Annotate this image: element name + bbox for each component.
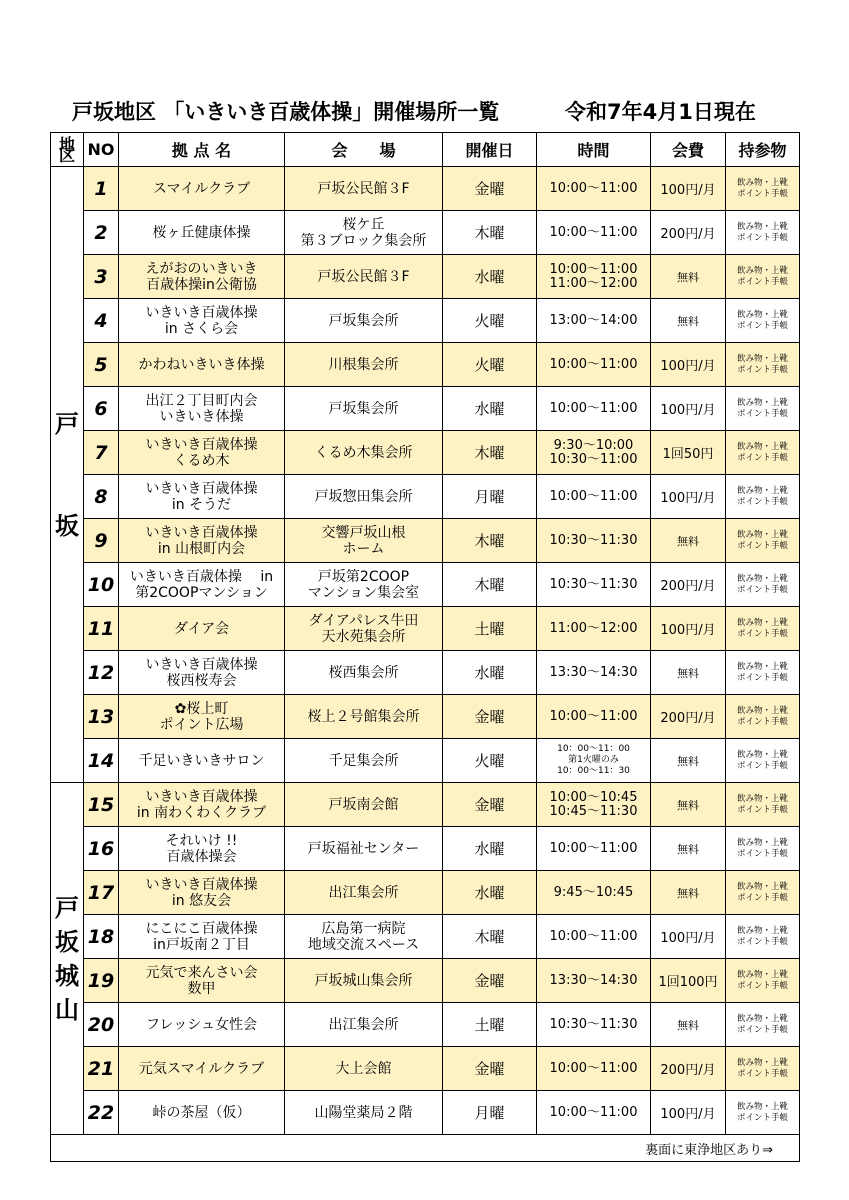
time-cell: 10:00～11:00 <box>537 211 651 255</box>
items-cell: 飲み物・上靴 ポイント手帳 <box>726 563 800 607</box>
table-row <box>51 255 800 299</box>
day-cell: 金曜 <box>443 959 537 1003</box>
name-cell: 峠の茶屋（仮） <box>119 1091 285 1135</box>
no-cell: 7 <box>84 431 119 475</box>
time-cell: 13:00～14:00 <box>537 299 651 343</box>
venue-cell: 戸坂集会所 <box>285 299 443 343</box>
day-cell: 火曜 <box>443 343 537 387</box>
name-cell: 桜ヶ丘健康体操 <box>119 211 285 255</box>
fee-cell: 無料 <box>651 299 726 343</box>
time-cell: 10:00～11:00 <box>537 343 651 387</box>
no-cell: 9 <box>84 519 119 563</box>
no-cell: 5 <box>84 343 119 387</box>
table-row <box>51 431 800 475</box>
no-cell: 1 <box>84 167 119 211</box>
time-cell: 9:45～10:45 <box>537 871 651 915</box>
venue-cell: 山陽堂薬局２階 <box>285 1091 443 1135</box>
items-cell: 飲み物・上靴 ポイント手帳 <box>726 915 800 959</box>
venue-cell: 戸坂惣田集会所 <box>285 475 443 519</box>
items-cell: 飲み物・上靴 ポイント手帳 <box>726 343 800 387</box>
day-cell: 火曜 <box>443 299 537 343</box>
footer-note: 裏面に東浄地区あり⇒ <box>51 1135 800 1162</box>
no-cell: 10 <box>84 563 119 607</box>
venue-cell: 戸坂第2COOP マンション集会室 <box>285 563 443 607</box>
time-cell: 10:30～11:30 <box>537 519 651 563</box>
items-cell: 飲み物・上靴 ポイント手帳 <box>726 431 800 475</box>
table-row <box>51 167 800 211</box>
day-cell: 月曜 <box>443 475 537 519</box>
time-cell: 10:30～11:30 <box>537 1003 651 1047</box>
day-cell: 木曜 <box>443 915 537 959</box>
name-cell: 元気で来んさい会 数甲 <box>119 959 285 1003</box>
day-cell: 土曜 <box>443 607 537 651</box>
items-cell: 飲み物・上靴 ポイント手帳 <box>726 299 800 343</box>
fee-cell: 200円/月 <box>651 563 726 607</box>
no-cell: 21 <box>84 1047 119 1091</box>
venue-cell: 桜上２号館集会所 <box>285 695 443 739</box>
col-name: 拠 点 名 <box>119 133 285 167</box>
venue-cell: 千足集会所 <box>285 739 443 783</box>
venue-cell: 広島第一病院 地域交流スペース <box>285 915 443 959</box>
col-fee: 会費 <box>651 133 726 167</box>
name-cell: それいけ !! 百歳体操会 <box>119 827 285 871</box>
items-cell: 飲み物・上靴 ポイント手帳 <box>726 1091 800 1135</box>
table-row <box>51 299 800 343</box>
name-cell: 千足いきいきサロン <box>119 739 285 783</box>
items-cell: 飲み物・上靴 ポイント手帳 <box>726 739 800 783</box>
fee-cell: 200円/月 <box>651 211 726 255</box>
day-cell: 木曜 <box>443 563 537 607</box>
time-cell: 10:00～11:00 <box>537 915 651 959</box>
table-row <box>51 871 800 915</box>
name-cell: フレッシュ女性会 <box>119 1003 285 1047</box>
no-cell: 2 <box>84 211 119 255</box>
col-venue: 会 場 <box>285 133 443 167</box>
no-cell: 3 <box>84 255 119 299</box>
time-cell: 9:30～10:00 10:30～11:00 <box>537 431 651 475</box>
fee-cell: 無料 <box>651 255 726 299</box>
table-row <box>51 959 800 1003</box>
name-cell: いきいき百歳体操 in 山根町内会 <box>119 519 285 563</box>
fee-cell: 200円/月 <box>651 695 726 739</box>
items-cell: 飲み物・上靴 ポイント手帳 <box>726 1047 800 1091</box>
venue-cell: 出江集会所 <box>285 1003 443 1047</box>
title-text: 戸坂地区 「いきいき百歳体操」開催場所一覧 <box>72 100 500 124</box>
area-hesaka: 戸 坂 <box>51 167 84 783</box>
name-cell: いきいき百歳体操 in そうだ <box>119 475 285 519</box>
table-row <box>51 783 800 827</box>
venue-cell: 大上会館 <box>285 1047 443 1091</box>
venue-cell: 戸坂福祉センター <box>285 827 443 871</box>
table-row <box>51 563 800 607</box>
col-area: 地 区 <box>51 133 84 167</box>
items-cell: 飲み物・上靴 ポイント手帳 <box>726 167 800 211</box>
schedule-table <box>50 132 800 1162</box>
items-cell: 飲み物・上靴 ポイント手帳 <box>726 519 800 563</box>
fee-cell: 無料 <box>651 871 726 915</box>
name-cell: 元気スマイルクラブ <box>119 1047 285 1091</box>
no-cell: 17 <box>84 871 119 915</box>
name-cell: えがおのいきいき 百歳体操in公衛協 <box>119 255 285 299</box>
day-cell: 木曜 <box>443 431 537 475</box>
items-cell: 飲み物・上靴 ポイント手帳 <box>726 827 800 871</box>
col-day: 開催日 <box>443 133 537 167</box>
name-cell: かわねいきいき体操 <box>119 343 285 387</box>
table-row <box>51 607 800 651</box>
name-cell: ダイア会 <box>119 607 285 651</box>
fee-cell: 100円/月 <box>651 343 726 387</box>
time-cell: 10:30～11:30 <box>537 563 651 607</box>
table-row <box>51 343 800 387</box>
table-row <box>51 827 800 871</box>
no-cell: 16 <box>84 827 119 871</box>
name-cell: いきいき百歳体操 in 南わくわくクラブ <box>119 783 285 827</box>
day-cell: 水曜 <box>443 387 537 431</box>
header-row <box>51 133 800 167</box>
table-row <box>51 915 800 959</box>
venue-cell: 交響戸坂山根 ホーム <box>285 519 443 563</box>
time-cell: 10：00～11：00 第1火曜のみ 10：00～11：30 <box>537 739 651 783</box>
as-of-date: 令和7年4月1日現在 <box>565 100 756 124</box>
no-cell: 18 <box>84 915 119 959</box>
fee-cell: 100円/月 <box>651 1091 726 1135</box>
no-cell: 8 <box>84 475 119 519</box>
col-time: 時間 <box>537 133 651 167</box>
fee-cell: 100円/月 <box>651 475 726 519</box>
fee-cell: 100円/月 <box>651 915 726 959</box>
day-cell: 木曜 <box>443 519 537 563</box>
day-cell: 火曜 <box>443 739 537 783</box>
name-cell: いきいき百歳体操 in 悠友会 <box>119 871 285 915</box>
venue-cell: 桜ケ丘 第３ブロック集会所 <box>285 211 443 255</box>
table-row <box>51 519 800 563</box>
time-cell: 10:00～11:00 11:00～12:00 <box>537 255 651 299</box>
no-cell: 11 <box>84 607 119 651</box>
venue-cell: 戸坂集会所 <box>285 387 443 431</box>
no-cell: 12 <box>84 651 119 695</box>
items-cell: 飲み物・上靴 ポイント手帳 <box>726 387 800 431</box>
day-cell: 金曜 <box>443 167 537 211</box>
table-row <box>51 1091 800 1135</box>
day-cell: 水曜 <box>443 871 537 915</box>
table-row <box>51 695 800 739</box>
table-row <box>51 387 800 431</box>
day-cell: 水曜 <box>443 651 537 695</box>
name-cell: いきいき百歳体操 くるめ木 <box>119 431 285 475</box>
no-cell: 4 <box>84 299 119 343</box>
no-cell: 13 <box>84 695 119 739</box>
time-cell: 10:00～11:00 <box>537 167 651 211</box>
time-cell: 10:00～11:00 <box>537 475 651 519</box>
col-items: 持参物 <box>726 133 800 167</box>
fee-cell: 無料 <box>651 783 726 827</box>
fee-cell: 無料 <box>651 739 726 783</box>
no-cell: 22 <box>84 1091 119 1135</box>
col-no: NO <box>84 133 119 167</box>
time-cell: 10:00～11:00 <box>537 695 651 739</box>
name-cell: スマイルクラブ <box>119 167 285 211</box>
items-cell: 飲み物・上靴 ポイント手帳 <box>726 871 800 915</box>
venue-cell: くるめ木集会所 <box>285 431 443 475</box>
name-cell: にこにこ百歳体操 in戸坂南２丁目 <box>119 915 285 959</box>
day-cell: 土曜 <box>443 1003 537 1047</box>
name-cell: いきいき百歳体操 in 第2COOPマンション <box>119 563 285 607</box>
table-row <box>51 1047 800 1091</box>
name-cell: ✿桜上町 ポイント広場 <box>119 695 285 739</box>
fee-cell: 無料 <box>651 651 726 695</box>
items-cell: 飲み物・上靴 ポイント手帳 <box>726 255 800 299</box>
fee-cell: 無料 <box>651 827 726 871</box>
items-cell: 飲み物・上靴 ポイント手帳 <box>726 959 800 1003</box>
name-cell: いきいき百歳体操 in さくら会 <box>119 299 285 343</box>
venue-cell: 桜西集会所 <box>285 651 443 695</box>
time-cell: 11:00～12:00 <box>537 607 651 651</box>
no-cell: 6 <box>84 387 119 431</box>
time-cell: 10:00～11:00 <box>537 387 651 431</box>
day-cell: 木曜 <box>443 211 537 255</box>
day-cell: 金曜 <box>443 695 537 739</box>
no-cell: 19 <box>84 959 119 1003</box>
no-cell: 14 <box>84 739 119 783</box>
time-cell: 13:30～14:30 <box>537 959 651 1003</box>
venue-cell: 戸坂南会館 <box>285 783 443 827</box>
day-cell: 水曜 <box>443 827 537 871</box>
time-cell: 10:00～11:00 <box>537 827 651 871</box>
page-title <box>72 96 792 126</box>
fee-cell: 200円/月 <box>651 1047 726 1091</box>
no-cell: 20 <box>84 1003 119 1047</box>
table-row <box>51 651 800 695</box>
time-cell: 13:30～14:30 <box>537 651 651 695</box>
fee-cell: 1回50円 <box>651 431 726 475</box>
fee-cell: 100円/月 <box>651 167 726 211</box>
fee-cell: 100円/月 <box>651 607 726 651</box>
fee-cell: 100円/月 <box>651 387 726 431</box>
venue-cell: 川根集会所 <box>285 343 443 387</box>
items-cell: 飲み物・上靴 ポイント手帳 <box>726 651 800 695</box>
items-cell: 飲み物・上靴 ポイント手帳 <box>726 783 800 827</box>
area-hesaka-joyama: 戸 坂 城 山 <box>51 783 84 1135</box>
venue-cell: 出江集会所 <box>285 871 443 915</box>
table-row <box>51 739 800 783</box>
day-cell: 金曜 <box>443 783 537 827</box>
day-cell: 月曜 <box>443 1091 537 1135</box>
venue-cell: 戸坂公民館３F <box>285 255 443 299</box>
table-row <box>51 475 800 519</box>
name-cell: 出江２丁目町内会 いきいき体操 <box>119 387 285 431</box>
items-cell: 飲み物・上靴 ポイント手帳 <box>726 475 800 519</box>
no-cell: 15 <box>84 783 119 827</box>
table-row <box>51 1003 800 1047</box>
name-cell: いきいき百歳体操 桜西桜寿会 <box>119 651 285 695</box>
items-cell: 飲み物・上靴 ポイント手帳 <box>726 695 800 739</box>
venue-cell: 戸坂城山集会所 <box>285 959 443 1003</box>
items-cell: 飲み物・上靴 ポイント手帳 <box>726 1003 800 1047</box>
time-cell: 10:00～11:00 <box>537 1047 651 1091</box>
day-cell: 金曜 <box>443 1047 537 1091</box>
items-cell: 飲み物・上靴 ポイント手帳 <box>726 607 800 651</box>
table-row <box>51 211 800 255</box>
items-cell: 飲み物・上靴 ポイント手帳 <box>726 211 800 255</box>
venue-cell: 戸坂公民館３F <box>285 167 443 211</box>
fee-cell: 無料 <box>651 519 726 563</box>
fee-cell: 1回100円 <box>651 959 726 1003</box>
fee-cell: 無料 <box>651 1003 726 1047</box>
venue-cell: ダイアパレス牛田 天水苑集会所 <box>285 607 443 651</box>
time-cell: 10:00～10:45 10:45～11:30 <box>537 783 651 827</box>
day-cell: 水曜 <box>443 255 537 299</box>
time-cell: 10:00～11:00 <box>537 1091 651 1135</box>
